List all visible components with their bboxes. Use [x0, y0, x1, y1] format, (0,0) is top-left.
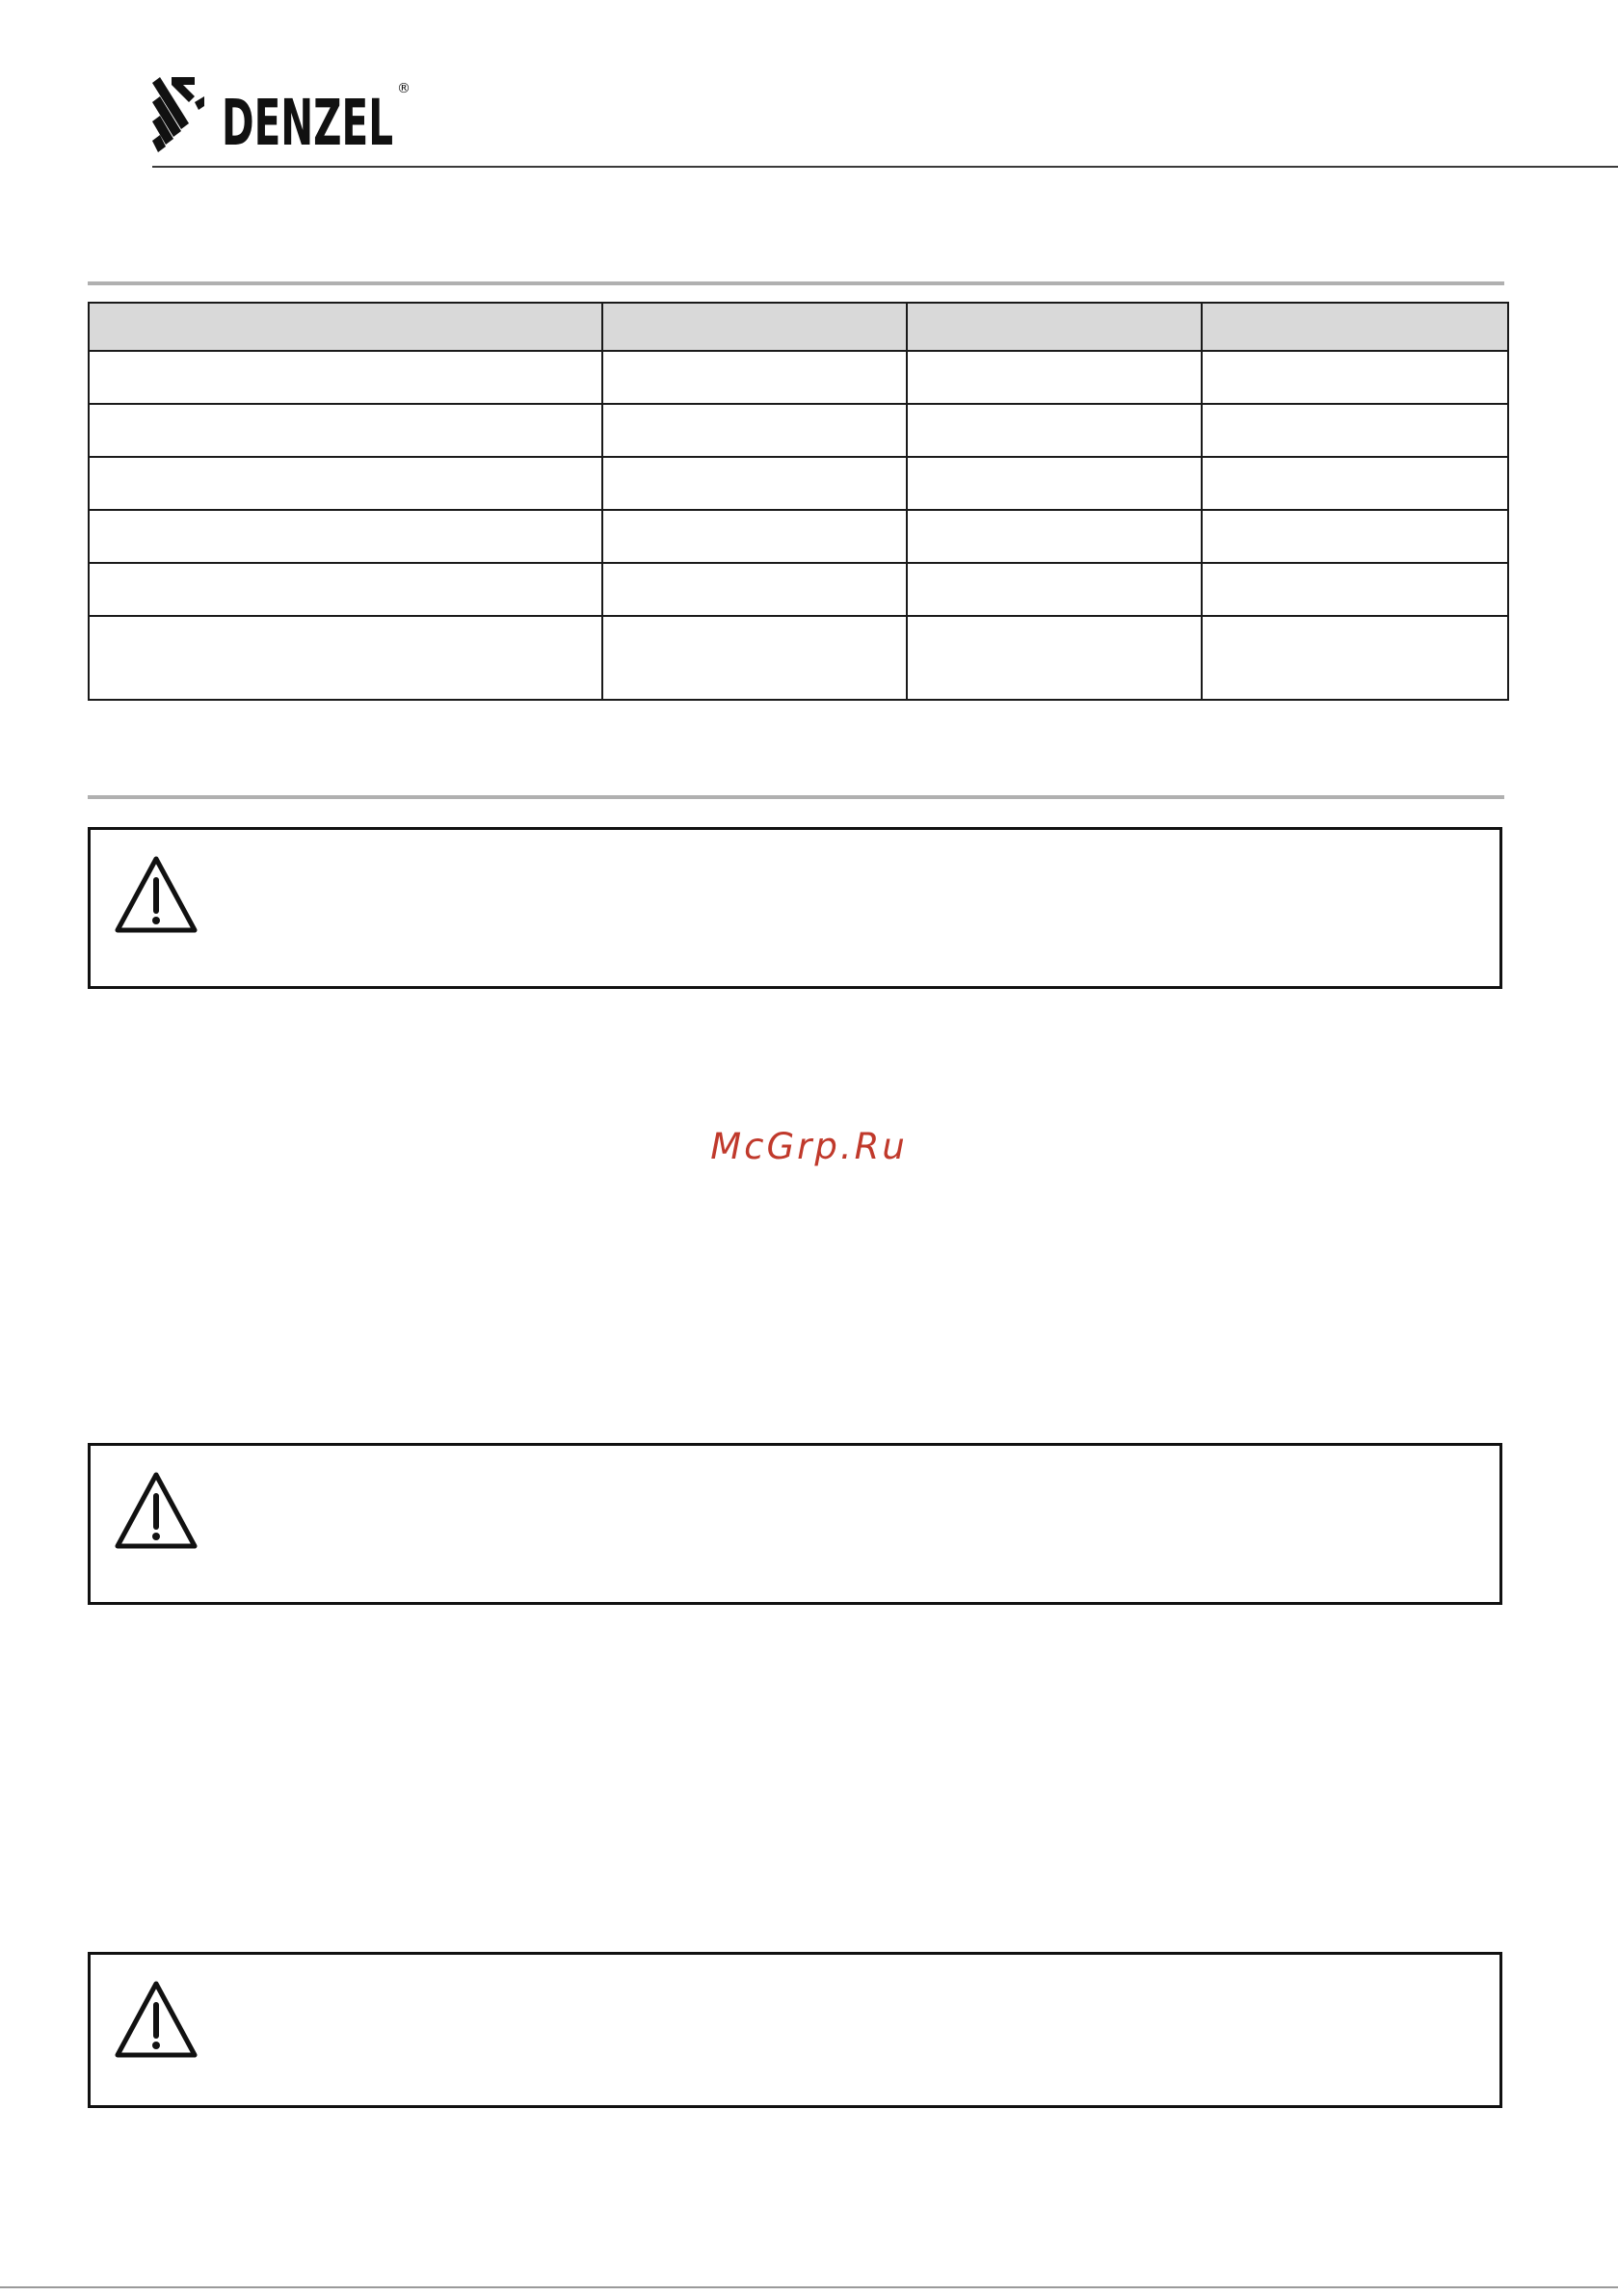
section-rule-1: [88, 281, 1504, 285]
logo-emblem: [152, 77, 204, 152]
table-cell: [1202, 616, 1508, 700]
table-cell: [907, 404, 1202, 457]
table-header-cell: [1202, 303, 1508, 351]
logo-registered-mark: ®: [397, 81, 411, 96]
spec-table: [88, 302, 1509, 701]
warning-box-1: [88, 827, 1502, 989]
table-cell: [1202, 404, 1508, 457]
footer-line: [0, 2286, 1618, 2288]
logo-wordmark: DENZEL: [222, 86, 393, 160]
warning-box-3: [88, 1952, 1502, 2108]
table-cell: [907, 510, 1202, 563]
table-cell: [602, 563, 907, 616]
table-cell: [907, 616, 1202, 700]
table-row: [89, 404, 1508, 457]
table-cell: [1202, 510, 1508, 563]
table-cell: [602, 404, 907, 457]
table-header-cell: [907, 303, 1202, 351]
table-cell: [907, 563, 1202, 616]
table-row: [89, 457, 1508, 510]
table-cell: [602, 616, 907, 700]
table-cell: [907, 351, 1202, 404]
table-cell: [1202, 457, 1508, 510]
table-row: [89, 563, 1508, 616]
watermark: McGrp.Ru: [710, 1126, 908, 1167]
table-cell: [89, 351, 602, 404]
table-cell: [1202, 351, 1508, 404]
section-rule-2: [88, 795, 1504, 799]
table-cell: [89, 563, 602, 616]
denzel-logo: [150, 73, 439, 160]
table-row: [89, 351, 1508, 404]
table-cell: [1202, 563, 1508, 616]
table-cell: [89, 404, 602, 457]
warning-triangle-icon: [114, 1980, 199, 2059]
warning-triangle-icon: [114, 855, 199, 934]
table-cell: [907, 457, 1202, 510]
header-rule: [152, 166, 1618, 168]
table-header-row: [89, 303, 1508, 351]
table-cell: [89, 457, 602, 510]
table-cell: [602, 351, 907, 404]
table-row: [89, 616, 1508, 700]
warning-box-2: [88, 1443, 1502, 1605]
table-row: [89, 510, 1508, 563]
table-header-cell: [602, 303, 907, 351]
table-cell: [89, 616, 602, 700]
table-cell: [602, 457, 907, 510]
table-header-cell: [89, 303, 602, 351]
warning-triangle-icon: [114, 1471, 199, 1550]
table-cell: [89, 510, 602, 563]
table-cell: [602, 510, 907, 563]
